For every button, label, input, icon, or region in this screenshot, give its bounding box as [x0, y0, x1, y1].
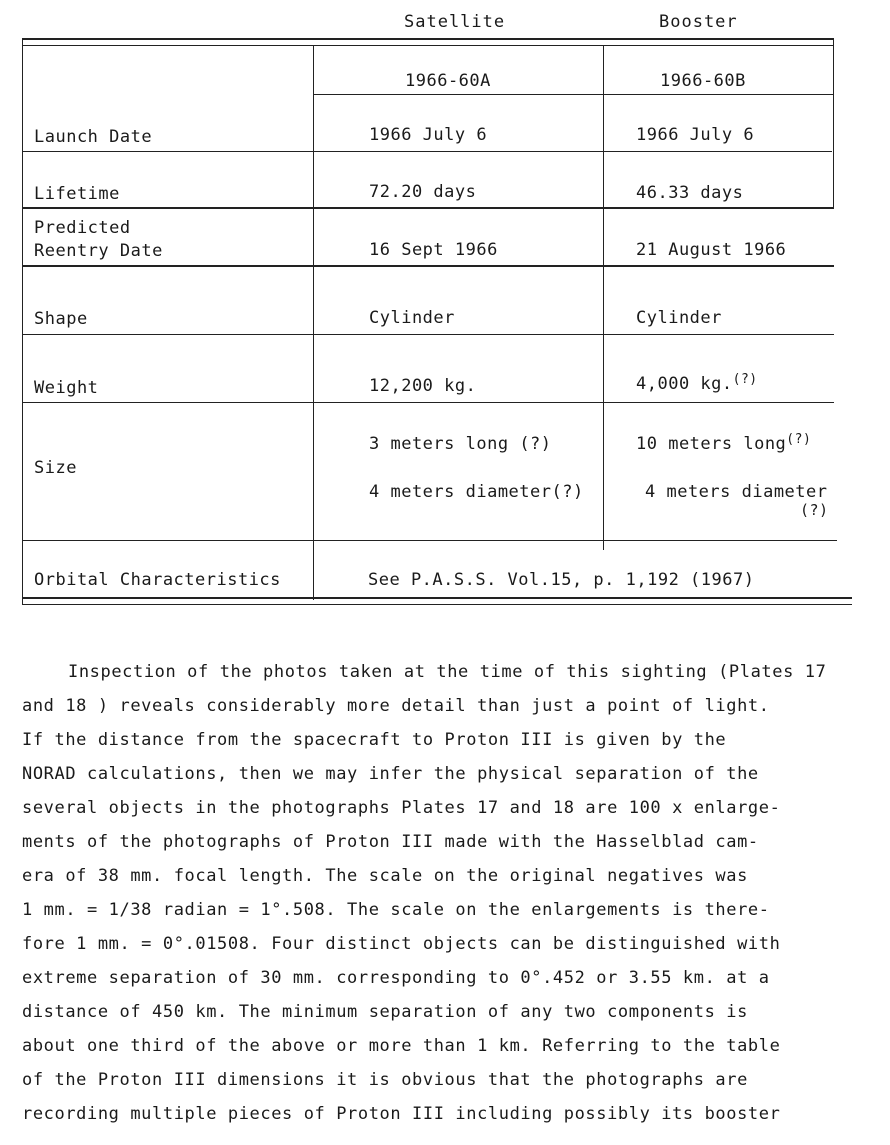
paragraph-line: If the distance from the spacecraft to Proton III is given by the [22, 730, 727, 750]
paragraph-line: of the Proton III dimensions it is obvious that the photographs are [22, 1070, 748, 1090]
row-label-shape: Shape [34, 309, 88, 329]
row-rule-size [22, 540, 837, 541]
launch-date-booster: 1966 July 6 [636, 125, 755, 145]
reentry-satellite: 16 Sept 1966 [369, 240, 498, 260]
paragraph-line: era of 38 mm. focal length. The scale on the original negatives was [22, 866, 748, 886]
row-label-orbital: Orbital Characteristics [34, 570, 281, 590]
row-label-reentry-1: Predicted [34, 218, 131, 238]
col-header-satellite: Satellite [404, 12, 506, 32]
designation-booster: 1966-60B [660, 71, 746, 91]
weight-booster [636, 374, 758, 394]
paragraph-line: ments of the photographs of Proton III made with the Hasselblad cam- [22, 832, 759, 852]
size-satellite-long [369, 434, 552, 454]
designation-satellite: 1966-60A [405, 71, 491, 91]
row-rule-shape [22, 334, 834, 335]
weight-booster-value: 4,000 kg. [636, 374, 733, 394]
size-booster-diameter: 4 meters diameter [645, 482, 828, 502]
size-booster-diameter-note: (?) [800, 501, 829, 519]
reentry-booster: 21 August 1966 [636, 240, 787, 260]
size-booster-long-note: (?) [786, 432, 812, 447]
paragraph-line: about one third of the above or more than 1 km. Referring to the table [22, 1036, 781, 1056]
launch-date-satellite: 1966 July 6 [369, 125, 488, 145]
table-col-divider-1 [313, 45, 314, 600]
size-satellite-diameter [369, 482, 584, 502]
paragraph-line: recording multiple pieces of Proton III including possibly its booster [22, 1104, 781, 1124]
table-bottom-rule [22, 597, 852, 599]
row-rule-reentry [22, 265, 834, 267]
paragraph-line: several objects in the photographs Plates 17 and 18 are 100 x enlarge- [22, 798, 781, 818]
row-rule-weight [22, 402, 834, 403]
row-label-size: Size [34, 458, 77, 478]
size-satellite-diameter-note: (?) [551, 482, 584, 502]
row-label-lifetime: Lifetime [34, 184, 120, 204]
table-top-rule [22, 38, 834, 40]
table-right-border [833, 38, 834, 208]
row-label-weight: Weight [34, 378, 99, 398]
paragraph-line: distance of 450 km. The minimum separation of any two components is [22, 1002, 748, 1022]
paragraph-line: Inspection of the photos taken at the time of this sighting (Plates 17 [68, 662, 827, 682]
lifetime-satellite: 72.20 days [369, 182, 477, 202]
weight-booster-note: (?) [732, 372, 758, 387]
shape-satellite: Cylinder [369, 308, 455, 328]
table-col-divider-2 [603, 45, 604, 550]
size-booster-long [636, 434, 811, 454]
col-header-booster: Booster [659, 12, 738, 32]
orbital-value: See P.A.S.S. Vol.15, p. 1,192 (1967) [368, 570, 755, 590]
row-rule-launch [22, 151, 832, 152]
paragraph-line: extreme separation of 30 mm. corresponding to 0°.452 or 3.55 km. at a [22, 968, 770, 988]
row-label-reentry-2: Reentry Date [34, 241, 163, 261]
row-label-launch-date: Launch Date [34, 127, 153, 147]
designation-rule [313, 94, 833, 95]
weight-satellite: 12,200 kg. [369, 376, 477, 396]
shape-booster: Cylinder [636, 308, 722, 328]
row-rule-lifetime [22, 207, 834, 209]
table-top-rule-2 [22, 45, 834, 46]
paragraph-line: NORAD calculations, then we may infer the physical separation of the [22, 764, 759, 784]
size-satellite-diameter-value: 4 meters diameter [369, 482, 552, 502]
paragraph-line: and 18 ) reveals considerably more detail than just a point of light. [22, 696, 770, 716]
body-paragraph [22, 655, 882, 1131]
size-booster-long-value: 10 meters long [636, 434, 787, 454]
table-bottom-rule-2 [22, 604, 852, 605]
size-satellite-long-note: (?) [519, 434, 552, 454]
size-satellite-long-value: 3 meters long [369, 434, 509, 454]
paragraph-line: 1 mm. = 1/38 radian = 1°.508. The scale on the enlargements is there- [22, 900, 770, 920]
table-left-border [22, 38, 23, 605]
lifetime-booster: 46.33 days [636, 183, 744, 203]
paragraph-line: fore 1 mm. = 0°.01508. Four distinct objects can be distinguished with [22, 934, 781, 954]
